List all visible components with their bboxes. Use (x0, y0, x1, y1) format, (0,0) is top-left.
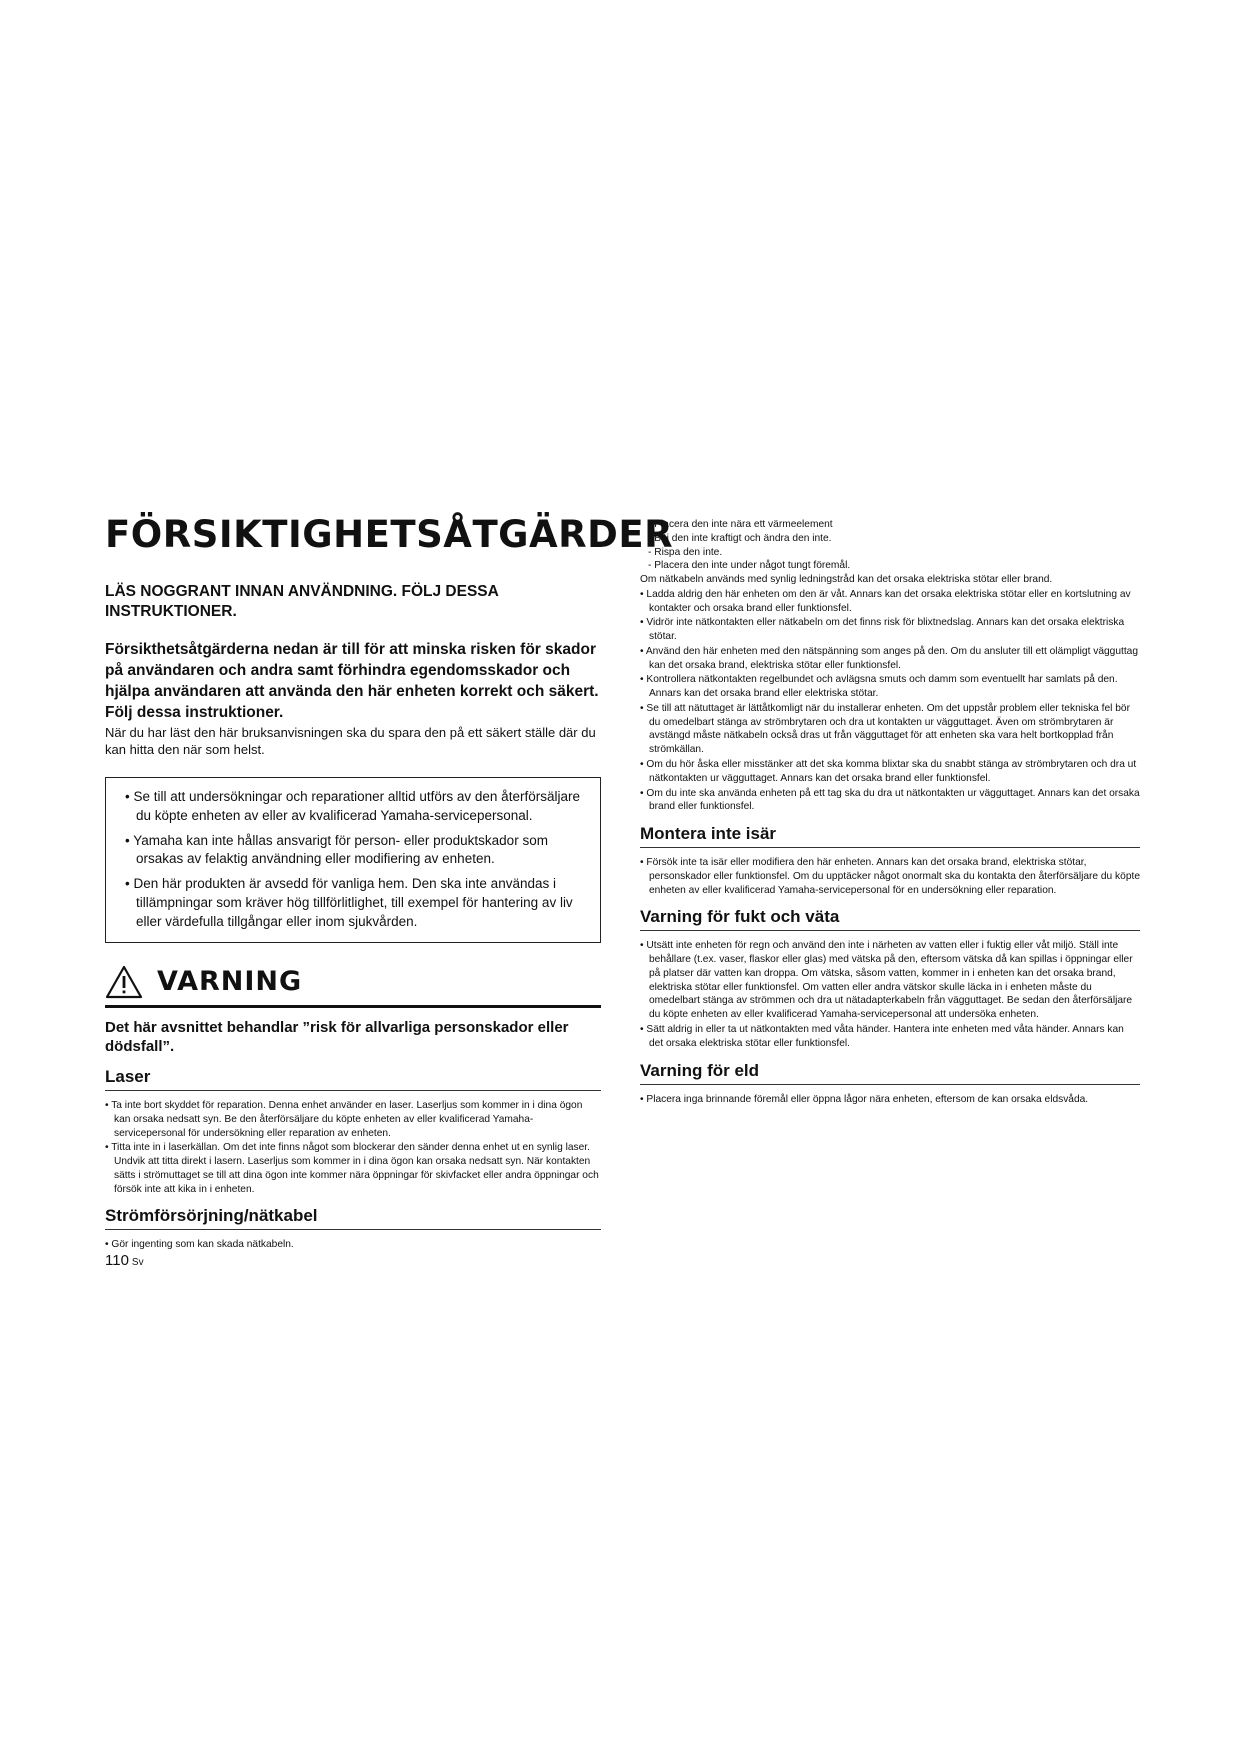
list-item: • Försök inte ta isär eller modifiera den här enheten. Annars kan det orsaka brand, elektriska stötar, personskador eller funktionsfel. Om du upptäcker något onormalt ska du kontakta den återförsäljare du köpte enheten av eller kvalificerad Yamaha-servicepersonal för en undersökning eller reparation. (640, 857, 1140, 896)
list-item: • Gör ingenting som kan skada nätkabeln. (105, 1239, 294, 1251)
list-item: • Använd den här enheten med den nätspänning som anges på den. Om du ansluter till ett olämpligt vägguttag kan det orsaka brand, elektriska stötar eller funktionsfel. (640, 645, 1138, 671)
sub-item: - Placera den inte under något tungt föremål. (648, 560, 851, 572)
list-item: • Se till att nätuttaget är lättåtkomligt när du installerar enheten. Om det uppstår problem eller tekniska fel bör du omedelbart stänga av strömbrytaren och dra ut kontakten ur vägguttaget. Även om strömbrytaren är avstängd måste nätkabeln också dras ut från vägguttaget för att enheten ska vara helt bortkopplad från strömkällan. (640, 702, 1130, 756)
sub-item: - Rispa den inte. (648, 546, 723, 558)
intro-normal: När du har läst den här bruksanvisningen ska du spara den på ett säkert ställe där du kan hitta den när som helst. (105, 724, 596, 758)
section-fire (640, 1061, 1140, 1107)
power-more-list (640, 588, 1140, 814)
power-sub-note: Om nätkabeln används med synlig ledningstråd kan det orsaka elektriska stötar eller brand. (640, 574, 1053, 586)
box-item: • Se till att undersökningar och reparationer alltid utförs av den återförsäljare du köpte enheten av eller av kvalificerad Yamaha-servicepersonal. (125, 788, 580, 823)
list-item: • Placera inga brinnande föremål eller öppna lågor nära enheten, eftersom de kan orsaka eldsvåda. (640, 1093, 1089, 1105)
page-title: FÖRSIKTIGHETSÅTGÄRDER (105, 513, 674, 556)
list-item: • Utsätt inte enheten för regn och använd den inte i närheten av vatten eller i fuktig eller våt miljö. Ställ inte behållare (t.ex. vaser, flaskor eller glas) med vätska på den, eftersom vätska då kan spillas i öppningar eller på platser där vatten kan droppa. Om vätska, såsom vatten, kommer in i enheten kan det orsaka brand, elektriska stötar eller funktionsfel. Om vatten eller andra vätskor skulle läcka in i enheten måste du omedelbart stänga av strömmen och dra ut nätadapterkabeln från vägguttaget. Be sedan den återförsäljare du köpte enheten av eller kvalificerad Yamaha-servicepersonal att undersöka enheten. (640, 940, 1133, 1021)
section-disassemble (640, 824, 1140, 897)
section-moisture (640, 907, 1140, 1050)
notice: LÄS NOGGRANT INNAN ANVÄNDNING. FÖLJ DESSA INSTRUKTIONER. (105, 582, 499, 620)
page-number-value: 110 (105, 1252, 129, 1269)
section-heading-fire: Varning för eld (640, 1061, 1140, 1085)
power-sub-list (648, 518, 1140, 573)
page-number (105, 1252, 144, 1269)
section-heading-disassemble: Montera inte isär (640, 824, 1140, 848)
notice-box (105, 777, 601, 943)
power-list (105, 1238, 601, 1252)
list-item: • Sätt aldrig in eller ta ut nätkontakten med våta händer. Hantera inte enheten med våta händer. Annars kan det orsaka elektriska stötar eller funktionsfel. (640, 1023, 1124, 1049)
box-item: • Yamaha kan inte hållas ansvarigt för person- eller produktskador som orsakas av felaktig användning eller modifiering av enheten. (125, 832, 548, 867)
warning-triangle-icon (105, 965, 143, 999)
list-item: • Vidrör inte nätkontakten eller nätkabeln om det finns risk för blixtnedslag. Annars kan det orsaka elektriska stötar. (640, 617, 1125, 643)
section-heading-laser: Laser (105, 1067, 601, 1091)
list-item: • Om du hör åska eller misstänker att det ska komma blixtar ska du snabbt stänga av strömbrytaren och dra ut nätkontakten ur vägguttaget. Annars kan det orsaka brand eller funktionsfel. (640, 759, 1137, 784)
list-item: • Ta inte bort skyddet för reparation. Denna enhet använder en laser. Laserljus som kommer in i dina ögon kan orsaka nedsatt syn. Be den återförsäljare du köpte enheten av eller kvalificerad Yamaha-servicepersonal för undersökning eller reparation av enheten. (105, 1099, 583, 1139)
list-item: • Titta inte in i laserkällan. Om det inte finns något som blockerar den sänder denna enhet ut en synlig laser. Undvik att titta direkt i lasern. Laserljus som kommer in i dina ögon kan orsaka nedsatt syn. När kontakten sätts i strömuttaget se till att dina ögon inte kommer nära öppningar för skivfacket eller andra öppningar och försök inte att kika in i enheten. (105, 1142, 599, 1195)
sub-item: - Placera den inte nära ett värmeelement (648, 519, 833, 530)
list-item: • Kontrollera nätkontakten regelbundet och avlägsna smuts och damm som eventuellt har samlats på den. Annars kan det orsaka brand eller elektriska stötar. (640, 674, 1118, 700)
laser-list (105, 1099, 601, 1196)
left-column (105, 513, 674, 1262)
warning-description: Det här avsnittet behandlar ”risk för allvarliga personskador eller dödsfall”. (105, 1018, 569, 1056)
list-item: • Ladda aldrig den här enheten om den är våt. Annars kan det orsaka elektriska stötar eller en kortslutning av kontakter och orsaka brand eller funktionsfel. (640, 588, 1131, 614)
warning-label: VARNING (157, 966, 303, 998)
right-column (640, 518, 1140, 1116)
section-heading-power: Strömförsörjning/nätkabel (105, 1206, 601, 1230)
intro-bold: Försikthetsåtgärderna nedan är till för att minska risken för skador på användaren och andra samt förhindra egendomsskador och hjälpa användaren att använda den här enheten korrekt och säkert. Följ dessa instruktioner. (105, 640, 599, 721)
warning-header (105, 965, 601, 1008)
page-language: Sv (131, 1257, 144, 1268)
box-item: • Den här produkten är avsedd för vanliga hem. Den ska inte användas i tillämpningar som kräver hög tillförlitlighet, till exempel för hantering av liv eller värdefulla tillgångar eller inom sjukvården. (125, 876, 573, 930)
list-item: • Om du inte ska använda enheten på ett tag ska du dra ut nätkontakten ur vägguttaget. Annars kan det orsaka brand eller funktionsfel. (640, 787, 1140, 813)
sub-item: - Böj den inte kraftigt och ändra den inte. (648, 532, 832, 544)
section-heading-moisture: Varning för fukt och väta (640, 907, 1140, 931)
